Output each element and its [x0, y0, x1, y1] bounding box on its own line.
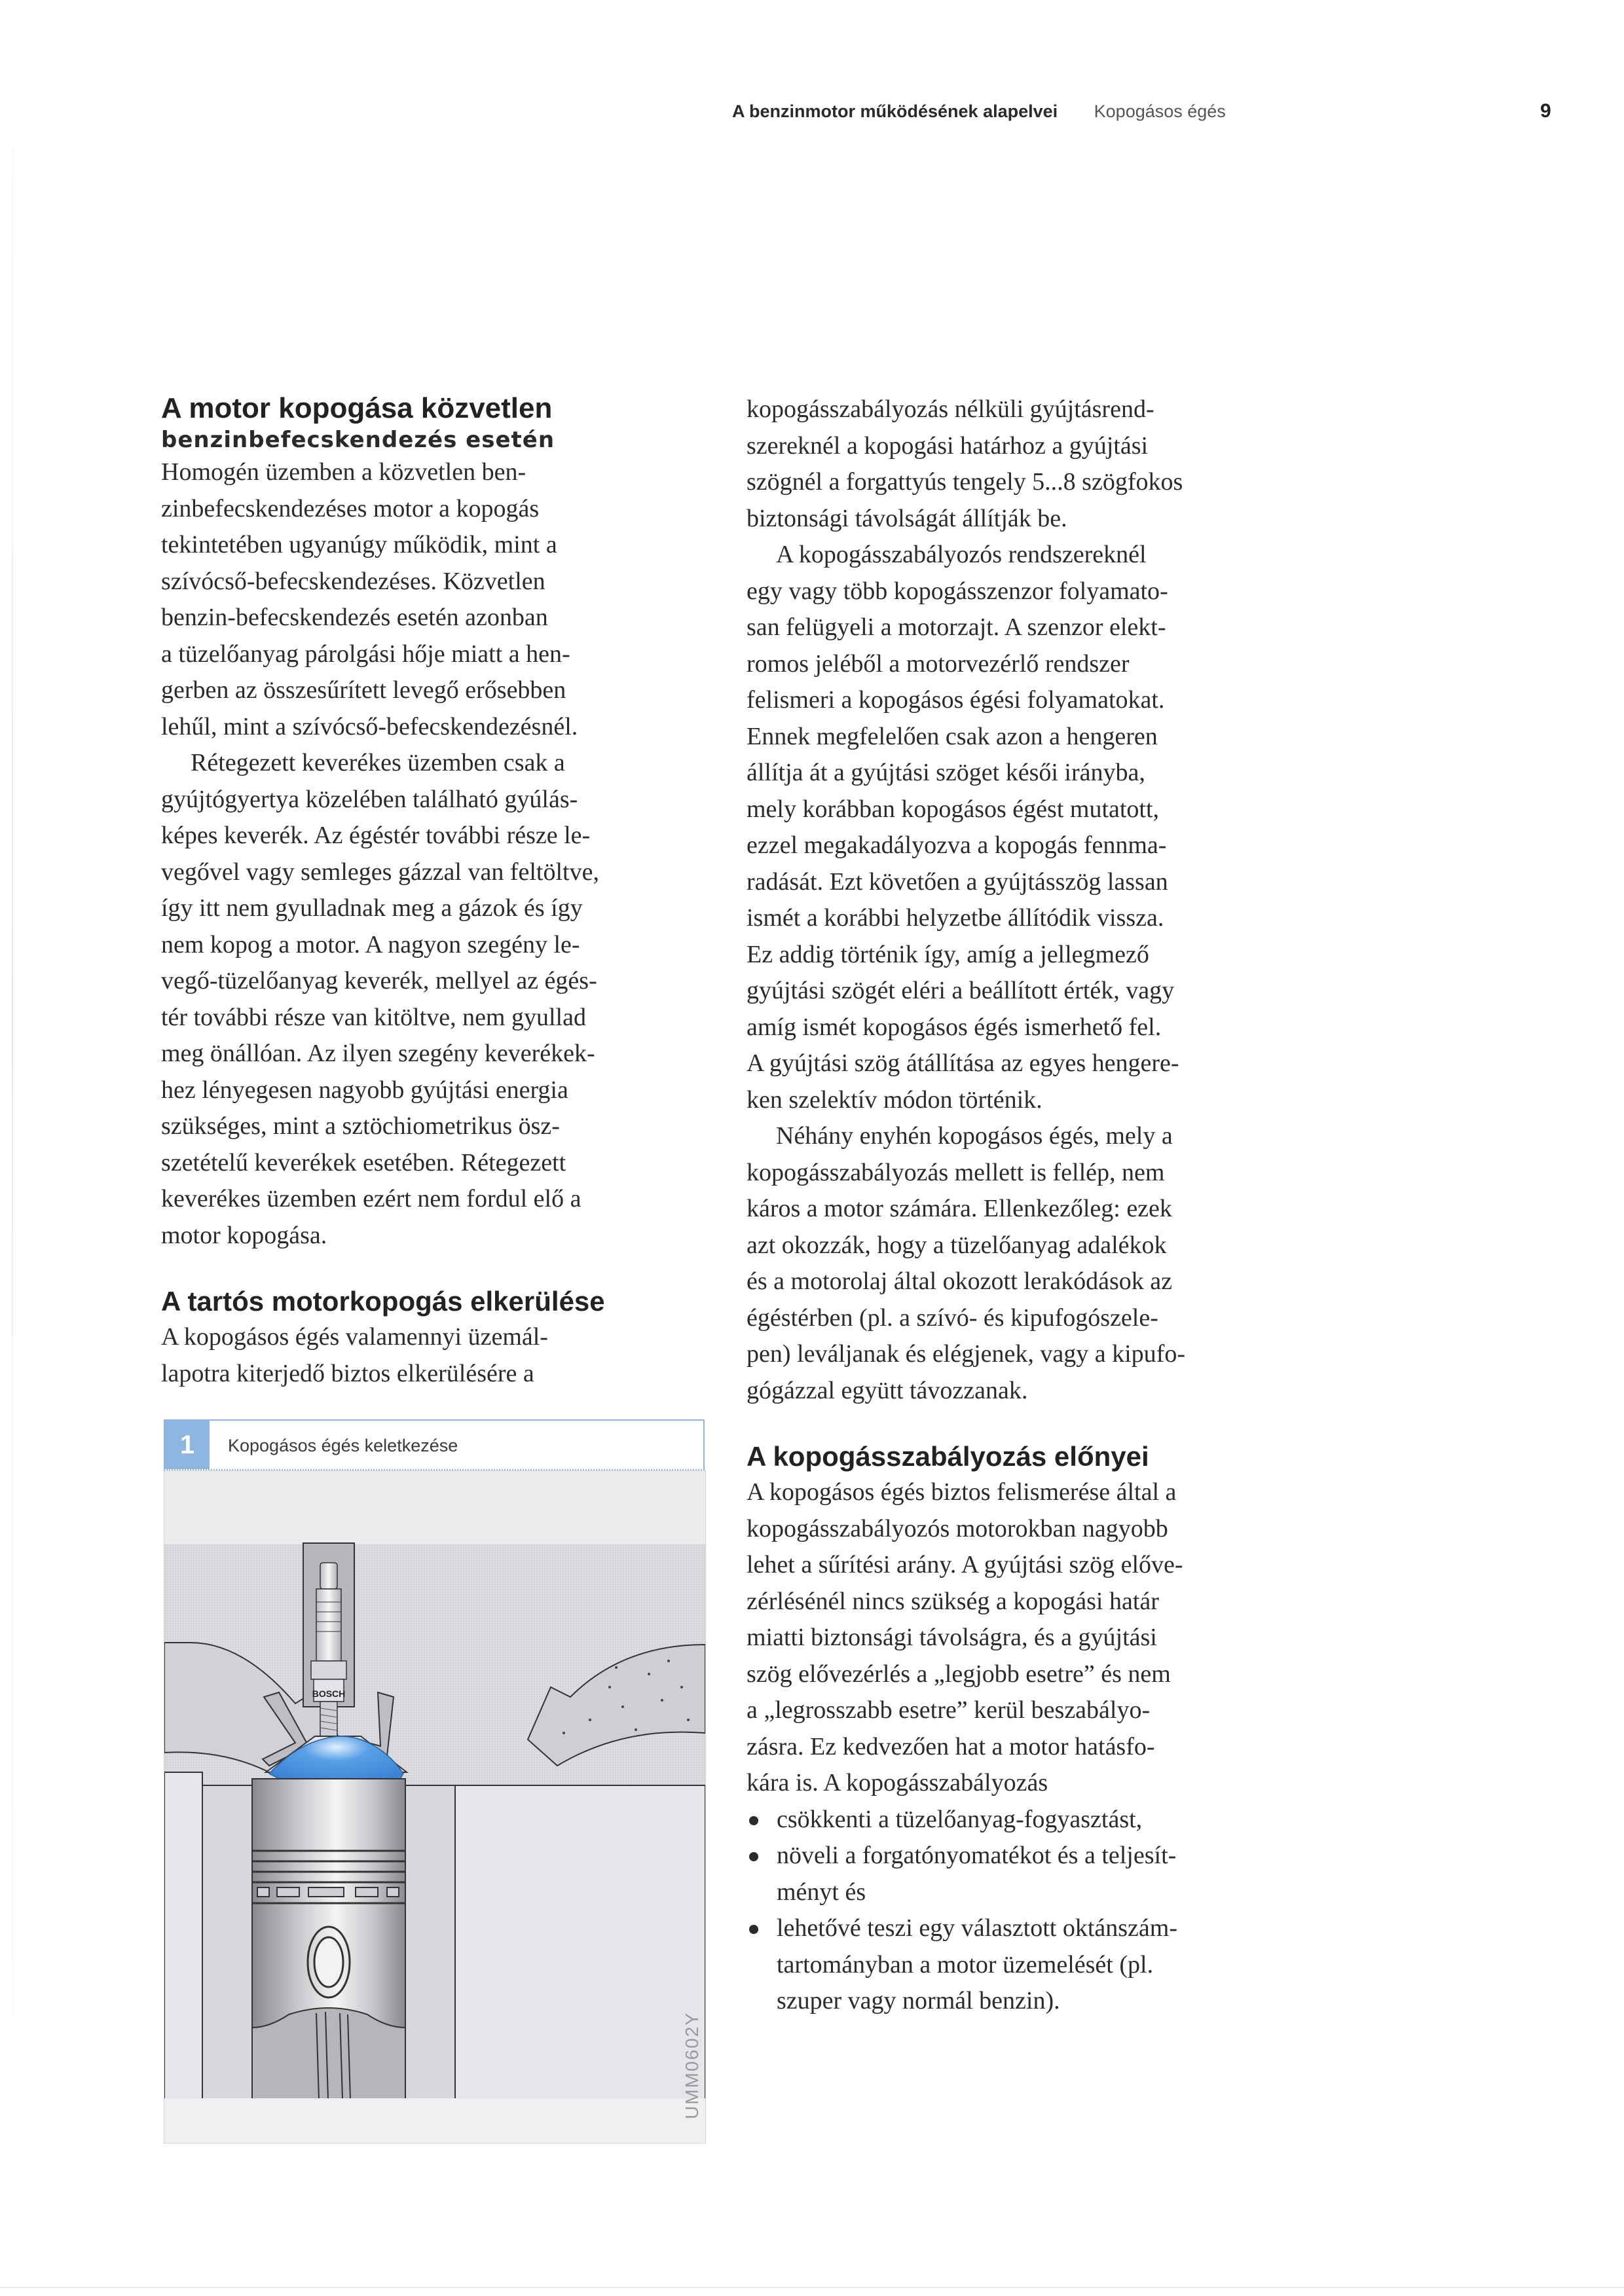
text-line: keverékes üzemben ezért nem fordul elő a — [161, 1185, 581, 1212]
paragraph-no-knock-control — [747, 392, 1303, 537]
heading-direct-injection-knock: A motor kopogása közvetlen — [161, 392, 553, 424]
heading-knock-control-advantages: A kopogásszabályozás előnyei — [747, 1441, 1149, 1472]
text-line: ken szelektív módon történik. — [747, 1085, 1043, 1114]
text-line: gyújtógyertya közelében található gyúlás- — [161, 785, 578, 813]
list-item — [747, 1802, 1303, 1838]
figure-number: 1 — [165, 1421, 210, 1469]
bullet-icon — [749, 1925, 758, 1934]
heading-direct-injection-knock-sub: benzinbefecskendezés esetén — [161, 427, 555, 453]
text-line: motor kopogása. — [161, 1221, 327, 1249]
text-line: A kopogásos égés valamennyi üzemál- — [161, 1323, 548, 1351]
paragraph-advantages — [747, 1474, 1303, 1802]
text-line: romos jeléből a motorvezérlő rendszer — [747, 649, 1130, 678]
paragraph-mild-knock — [747, 1118, 1303, 1409]
text-line: lapotra kiterjedő biztos elkerülésére a — [161, 1359, 534, 1387]
text-line: kopogásszabályozás mellett is fellép, nem — [747, 1158, 1165, 1186]
advantages-list — [747, 1802, 1303, 2020]
text-line: a tüzelőanyag párolgási hője miatt a hen- — [161, 640, 570, 668]
text-line: ezzel megakadályozva a kopogás fennma- — [747, 831, 1167, 859]
text-line: meg önállóan. Az ilyen szegény keverékek- — [161, 1040, 595, 1067]
text-line: tartományban a motor üzemelését (pl. — [777, 1950, 1154, 1978]
text-line: a „legrosszabb esetre” kerül beszabályo- — [747, 1696, 1151, 1724]
paragraph-knock-control-systems — [747, 537, 1303, 1118]
bullet-icon — [749, 1816, 758, 1825]
text-line: szögnél a forgattyús tengely 5...8 szögfokos — [747, 468, 1183, 496]
text-line: mely korábban kopogásos égést mutatott, — [747, 795, 1160, 823]
text-line: amíg ismét kopogásos égés ismerhető fel. — [747, 1013, 1162, 1041]
text-line: zinbefecskendezéses motor a kopogás — [161, 494, 540, 522]
text-line: szetételű keverékek esetében. Rétegezett — [161, 1148, 566, 1176]
bullet-icon — [749, 1852, 758, 1861]
text-line: lehetővé teszi egy választott oktánszám- — [777, 1914, 1177, 1942]
text-line: tekintetében ugyanúgy működik, mint a — [161, 531, 557, 558]
text-line: A kopogásos égés biztos felismerése által a — [747, 1478, 1177, 1506]
text-line: gerben az összesűrített levegő erősebben — [161, 676, 566, 704]
figure-code-text: UMM0602Y — [682, 2012, 702, 2119]
text-line: benzin-befecskendezés esetén azonban — [161, 604, 548, 631]
text-line: gógázzal együtt távozzanak. — [747, 1376, 1028, 1404]
text-line: radását. Ezt követően a gyújtásszög lassan — [747, 867, 1168, 896]
text-line: csökkenti a tüzelőanyag-fogyasztást, — [777, 1805, 1143, 1833]
text-line: káros a motor számára. Ellenkezőleg: ezek — [747, 1195, 1172, 1222]
text-line: ményt és — [777, 1878, 866, 1906]
text-line: gyújtási szögét eléri a beállított érték, vagy — [747, 977, 1175, 1004]
left-column — [161, 392, 711, 1392]
figure-illustration — [164, 1470, 706, 2143]
text-line: kopogásszabályozós motorokban nagyobb — [747, 1514, 1168, 1542]
list-item — [747, 1838, 1303, 1910]
text-line: állítja át a gyújtási szöget késői irányba, — [747, 759, 1145, 786]
running-head — [732, 98, 1226, 124]
text-line: égéstérben (pl. a szívó- és kipufogószele- — [747, 1303, 1158, 1332]
text-line: egy vagy több kopogásszenzor folyamato- — [747, 577, 1168, 605]
text-line: így itt nem gyulladnak meg a gázok és így — [161, 894, 583, 922]
text-line: lehűl, mint a szívócső-befecskendezésnél. — [161, 712, 578, 740]
text-line: szívócső-befecskendezéses. Közvetlen — [161, 567, 545, 595]
scan-edge — [12, 0, 13, 2296]
text-line: biztonsági távolságát állítják be. — [747, 504, 1067, 532]
text-line: hez lényegesen nagyobb gyújtási energia — [161, 1076, 568, 1104]
text-line: Néhány enyhén kopogásos égés, mely a — [776, 1122, 1173, 1150]
text-line: Ez addig történik így, amíg a jellegmező — [747, 940, 1149, 968]
text-line: Ennek megfelelően csak azon a hengeren — [747, 722, 1158, 750]
paragraph-homogeneous — [161, 454, 711, 745]
text-line: lehet a sűrítési arány. A gyújtási szög előve- — [747, 1551, 1183, 1578]
text-line: ismét a korábbi helyzetbe állítódik vissza. — [747, 904, 1164, 932]
text-line: pen) leváljanak és elégjenek, vagy a kipufo- — [747, 1340, 1185, 1368]
section-title: Kopogásos égés — [1094, 101, 1226, 121]
text-line: A kopogásszabályozós rendszereknél — [776, 541, 1147, 568]
text-line: vegő-tüzelőanyag keverék, mellyel az égés- — [161, 967, 597, 994]
text-line: zásra. Ez kedvezően hat a motor hatásfo- — [747, 1732, 1155, 1760]
figure-title: Kopogásos égés keletkezése — [228, 1436, 458, 1455]
chapter-title: A benzinmotor működésének alapelvei — [732, 101, 1058, 121]
paragraph-stratified — [161, 745, 711, 1254]
engine-cylinder-illustration — [164, 1471, 705, 2143]
text-line: növeli a forgatónyomatékot és a teljesít- — [777, 1842, 1177, 1869]
text-line: kára is. A kopogásszabályozás — [747, 1769, 1048, 1796]
text-line: képes keverék. Az égéstér további része le- — [161, 822, 591, 849]
text-line: zérlésénél nincs szükség a kopogási határ — [747, 1587, 1159, 1615]
text-line: tér további része van kitöltve, nem gyullad — [161, 1003, 586, 1031]
bosch-label: BOSCH — [312, 1688, 346, 1699]
text-line: szög elővezérlés a „legjobb esetre” és nem — [747, 1660, 1171, 1688]
text-line: és a motorolaj által okozott lerakódások az — [747, 1267, 1172, 1295]
text-line: miatti biztonsági távolságra, és a gyújtási — [747, 1624, 1157, 1651]
text-line: nem kopog a motor. A nagyon szegény le- — [161, 930, 580, 958]
text-line: szereknél a kopogási határhoz a gyújtási — [747, 431, 1149, 460]
heading-avoid-knock: A tartós motorkopogás elkerülése — [161, 1286, 605, 1317]
text-line: A gyújtási szög átállítása az egyes hengere- — [747, 1049, 1179, 1077]
text-line: kopogásszabályozás nélküli gyújtásrend- — [747, 395, 1154, 423]
text-line: azt okozzák, hogy a tüzelőanyag adalékok — [747, 1231, 1167, 1259]
figure-knock-combustion — [164, 1419, 706, 2143]
text-line: vegővel vagy semleges gázzal van feltöltve, — [161, 858, 599, 886]
text-line: san felügyeli a motorzajt. A szenzor elekt- — [747, 613, 1166, 641]
list-item — [747, 1910, 1303, 2020]
figure-caption-bar — [164, 1419, 705, 1470]
text-line: Rétegezett keverékes üzemben csak a — [191, 749, 565, 776]
paragraph-avoid-knock — [161, 1319, 711, 1392]
scan-bottom-edge — [0, 2287, 1624, 2288]
text-line: felismeri a kopogásos égési folyamatokat. — [747, 686, 1165, 714]
right-column — [747, 392, 1303, 2020]
text-line: szükséges, mint a sztöchiometrikus ösz- — [161, 1112, 560, 1140]
page-number: 9 — [1540, 100, 1551, 122]
text-line: szuper vagy normál benzin). — [777, 1987, 1060, 2014]
text-line: Homogén üzemben a közvetlen ben- — [161, 458, 526, 486]
